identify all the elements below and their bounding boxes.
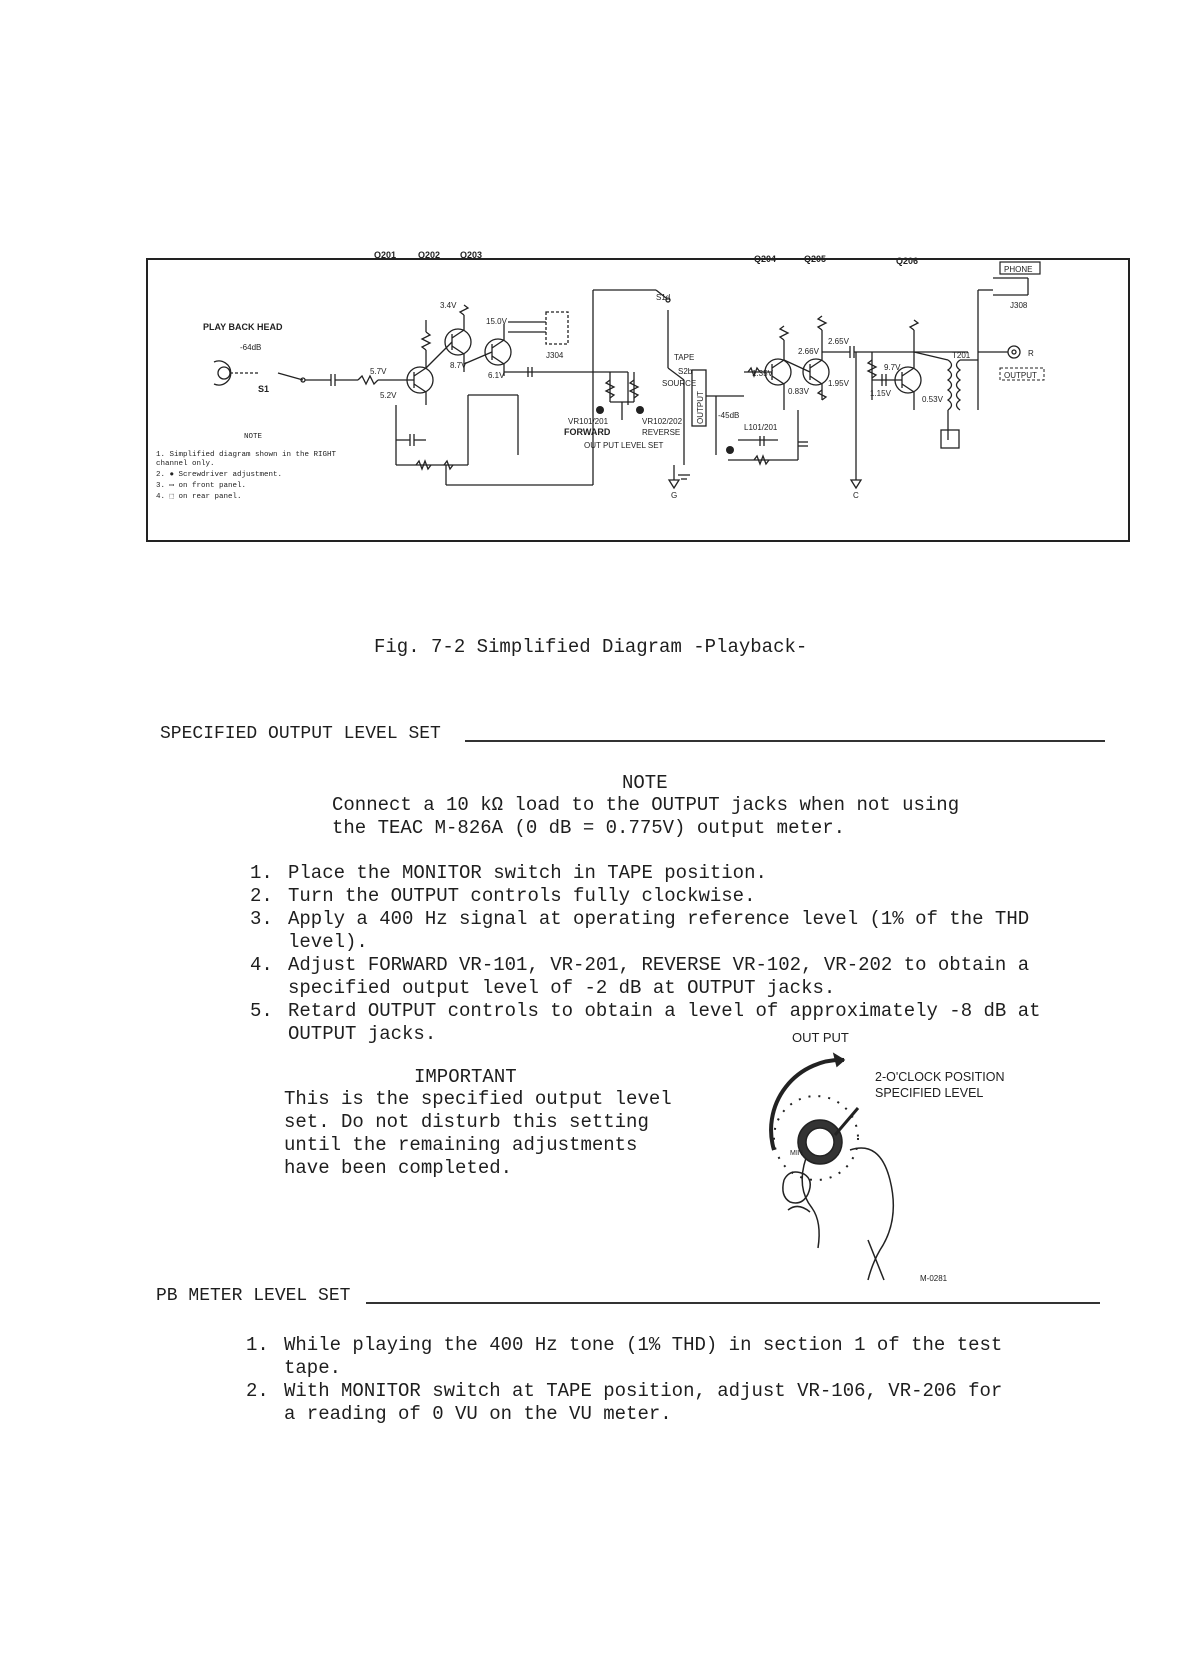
- note-line: 4. ⬚ on rear panel.: [156, 493, 242, 501]
- switch-s1d-label: S1d: [656, 293, 671, 302]
- step-item: 5. Retard OUTPUT controls to obtain a level of approximately -8 dB at OUTPUT jacks.: [250, 1000, 1041, 1045]
- vr-reverse-id: VR102/202: [642, 417, 683, 426]
- section-divider: [465, 740, 1105, 742]
- voltage-label: 5.2V: [380, 391, 397, 400]
- phone-label: PHONE: [1004, 265, 1033, 274]
- voltage-label: 2.65V: [828, 337, 849, 346]
- transistor-label: Q202: [418, 250, 441, 260]
- vr-forward-id: VR101/201: [568, 417, 609, 426]
- step-item: 1. Place the MONITOR switch in TAPE position.: [250, 862, 767, 884]
- output-level-steps: [250, 862, 1070, 1046]
- playback-head-label: PLAY BACK HEAD: [203, 322, 283, 332]
- voltage-label: 1.15V: [870, 389, 891, 398]
- step-item: 3. Apply a 400 Hz signal at operating reference level (1% of the THD level).: [250, 908, 1030, 953]
- vr-reverse-label: REVERSE: [642, 428, 681, 437]
- note-line: channel only.: [156, 460, 215, 468]
- important-line: have been completed.: [284, 1157, 513, 1179]
- note-line: 3. ▭ on front panel.: [156, 482, 247, 490]
- source-label: SOURCE: [662, 379, 697, 388]
- note-line: 1. Simplified diagram shown in the RIGHT: [156, 451, 337, 459]
- voltage-label: 8.7V: [450, 361, 467, 370]
- voltage-label: 0.53V: [922, 395, 943, 404]
- output-level-set-label: OUT PUT LEVEL SET: [584, 441, 664, 450]
- important-line: This is the specified output level: [284, 1088, 672, 1110]
- jack-j308-label: J308: [1010, 301, 1028, 310]
- jack-j304-label: J304: [546, 351, 564, 360]
- transistor-label: Q204: [754, 254, 777, 264]
- knob-label: OUT PUT: [792, 1030, 849, 1045]
- schematic-diagram: [146, 250, 1130, 542]
- schematic-drawing: [148, 250, 1128, 540]
- voltage-label: 1.35V: [752, 369, 773, 378]
- voltage-label: 9.7V: [884, 363, 901, 372]
- inductor-label: L101/201: [744, 423, 778, 432]
- transistor-label: Q201: [374, 250, 397, 260]
- section-divider: [366, 1302, 1100, 1304]
- voltage-label: 15.0V: [486, 317, 507, 326]
- voltage-label: 5.7V: [370, 367, 387, 376]
- section-heading-output-level: SPECIFIED OUTPUT LEVEL SET: [160, 724, 441, 744]
- switch-s1-label: S1: [258, 384, 270, 394]
- knob-min-label: MIN: [790, 1150, 803, 1157]
- transformer-label: T201: [952, 351, 971, 360]
- voltage-label: 2.66V: [798, 347, 819, 356]
- note-heading: NOTE: [622, 772, 668, 794]
- step-item: 2. Turn the OUTPUT controls fully clockwise.: [250, 885, 756, 907]
- vr-forward-label: FORWARD: [564, 427, 611, 437]
- voltage-label: 1.95V: [828, 379, 849, 388]
- output-vertical-label: OUTPUT: [696, 391, 705, 424]
- output-knob-illustration: [740, 1030, 1040, 1290]
- section-heading-pb-meter: PB METER LEVEL SET: [156, 1286, 351, 1306]
- note-line: 2. ● Screwdriver adjustment.: [156, 471, 283, 479]
- voltage-label: 6.1V: [488, 371, 505, 380]
- transistor-label: Q205: [804, 254, 827, 264]
- illustration-code: M-0281: [920, 1274, 948, 1283]
- knob-position-label: 2-O'CLOCK POSITION: [875, 1070, 1005, 1084]
- output-box-label: OUTPUT: [1004, 371, 1037, 380]
- ground-c-label: C: [853, 491, 859, 500]
- head-level-label: -64dB: [240, 343, 262, 352]
- important-heading: IMPORTANT: [414, 1066, 517, 1088]
- step-item: 2. With MONITOR switch at TAPE position, adjust VR-106, VR-206 for a reading of 0 VU on the VU meter.: [246, 1380, 1003, 1425]
- knob-level-label: SPECIFIED LEVEL: [875, 1086, 984, 1100]
- step-item: 4. Adjust FORWARD VR-101, VR-201, REVERSE VR-102, VR-202 to obtain a specified output level of -2 dB at OUTPUT jacks.: [250, 954, 1030, 999]
- transistor-label: Q203: [460, 250, 483, 260]
- voltage-label: 3.4V: [440, 301, 457, 310]
- switch-s2b-label: S2b: [678, 367, 693, 376]
- note-title: NOTE: [244, 433, 263, 441]
- note-line: the TEAC M-826A (0 dB = 0.775V) output meter.: [332, 817, 846, 839]
- channel-r-label: R: [1028, 349, 1034, 358]
- voltage-label: 0.83V: [788, 387, 809, 396]
- important-line: until the remaining adjustments: [284, 1134, 638, 1156]
- step-item: 1. While playing the 400 Hz tone (1% THD) in section 1 of the test tape.: [246, 1334, 1003, 1379]
- level-45db-label: -45dB: [718, 411, 740, 420]
- figure-caption: Fig. 7-2 Simplified Diagram -Playback-: [374, 636, 808, 658]
- note-line: Connect a 10 kΩ load to the OUTPUT jacks when not using: [332, 794, 960, 816]
- important-line: set. Do not disturb this setting: [284, 1111, 649, 1133]
- transistor-label: Q206: [896, 256, 919, 266]
- pb-meter-steps: [246, 1334, 1066, 1426]
- tape-label: TAPE: [674, 353, 695, 362]
- ground-g-label: G: [671, 491, 678, 500]
